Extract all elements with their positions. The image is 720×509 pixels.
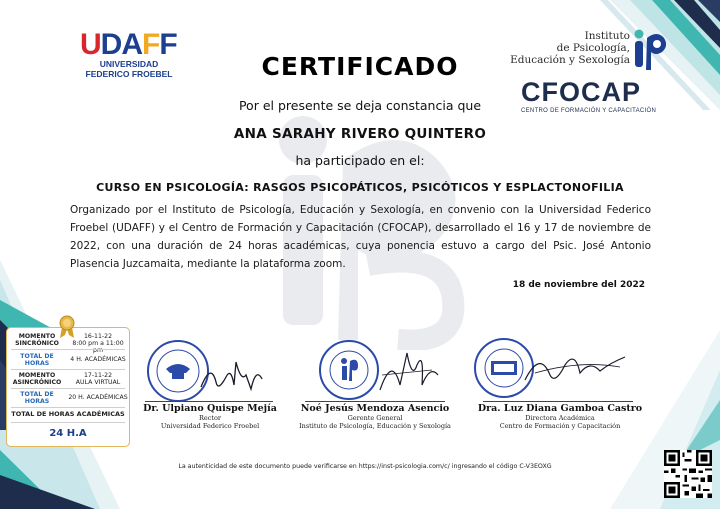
hours-row-async bbox=[7, 372, 129, 386]
hours-total-label: TOTAL DE HORAS ACADÉMICAS bbox=[11, 410, 125, 418]
signatory-institution: Universidad Federico Froebel bbox=[160, 422, 260, 430]
signatory-name: Dra. Luz Diana Gamboa Castro bbox=[477, 403, 643, 414]
hours-row-async-total bbox=[7, 391, 129, 405]
cfocap-logo-subtitle: CENTRO DE FORMACIÓN Y CAPACITACIÓN bbox=[521, 108, 657, 114]
signatory-name: Dr. Ulpiano Quispe Mejía bbox=[143, 403, 277, 414]
signatory-role: Rector bbox=[198, 414, 221, 422]
institute-logo-line-2: de Psicología, bbox=[556, 42, 630, 54]
hours-row-label: TOTAL DE HORAS bbox=[20, 353, 54, 367]
signatory-institution: Centro de Formación y Capacitación bbox=[499, 422, 621, 430]
hours-row-date: 16-11-22 bbox=[83, 333, 113, 340]
hours-row-date: 17-11-22 bbox=[83, 372, 113, 379]
signatory-name: Noé Jesús Mendoza Asencio bbox=[300, 403, 450, 414]
signature-rector bbox=[196, 357, 266, 397]
institute-seal-stamp bbox=[318, 339, 380, 401]
course-name: CURSO EN PSICOLOGÍA: RASGOS PSICOPÁTICOS, PSICÓTICOS Y ESPLACTONOFILIA bbox=[96, 181, 624, 194]
udaff-logo-subtitle-1: UNIVERSIDAD bbox=[99, 59, 159, 69]
signature-block-general-manager bbox=[290, 403, 460, 430]
institute-logo bbox=[505, 26, 675, 76]
issue-date: 18 de noviembre del 2022 bbox=[512, 280, 645, 290]
udaff-logo-subtitle-2: FEDERICO FROEBEL bbox=[85, 68, 173, 79]
hours-row-mode: AULA VIRTUAL bbox=[75, 379, 121, 386]
qr-code[interactable] bbox=[664, 450, 712, 498]
signatory-institution: Instituto de Psicología, Educación y Sexología bbox=[299, 422, 451, 430]
hours-row-value: 20 H. ACADÉMICAS bbox=[68, 394, 128, 401]
hours-row-label: TOTAL DE HORAS bbox=[20, 391, 54, 405]
cfocap-logo bbox=[521, 78, 661, 114]
recipient-name: ANA SARAHY RIVERO QUINTERO bbox=[233, 126, 487, 142]
cfocap-logo-mark: CFOCAP bbox=[521, 77, 641, 107]
institute-logo-line-3: Educación y Sexología bbox=[510, 54, 630, 66]
institute-logo-line-1: Instituto bbox=[584, 30, 630, 42]
hours-row-sync-total bbox=[7, 353, 129, 367]
verification-note: La autenticidad de este documento puede verificarse en https://inst-psicologia.com/c/ ingresando el código C-V3EOXG bbox=[178, 463, 552, 470]
signature-academic-director bbox=[520, 345, 630, 390]
participation-text: ha participado en el: bbox=[295, 153, 425, 168]
medal-icon bbox=[58, 315, 76, 339]
hours-row-label: MOMENTO SINCRÓNICO bbox=[15, 333, 59, 347]
signature-block-academic-director bbox=[470, 403, 650, 430]
udaff-logo-mark: UDAFF bbox=[80, 28, 177, 61]
signature-general-manager bbox=[372, 345, 442, 400]
hours-row-label: MOMENTO ASINCRÓNICO bbox=[12, 372, 62, 386]
signatory-role: Directora Académica bbox=[525, 414, 595, 422]
hours-row-value: 4 H. ACADÉMICAS bbox=[70, 356, 126, 363]
udaff-logo bbox=[80, 30, 190, 79]
certificate-intro: Por el presente se deja constancia que bbox=[238, 98, 482, 113]
hours-table bbox=[6, 327, 130, 447]
signature-block-rector bbox=[135, 403, 285, 430]
hours-row-time: 8:00 pm a 11:00 pm bbox=[72, 340, 124, 354]
ips-logo-icon bbox=[629, 26, 669, 74]
signatory-role: Gerente General bbox=[347, 414, 403, 422]
certificate-title: CERTIFICADO bbox=[261, 52, 459, 81]
certificate-description: Organizado por el Instituto de Psicología, Educación y Sexología, en convenio con la Universidad Federico Froebel (UDAFF) y el Centro de Formación y Capacitación (CFOCAP), desarrollado el 16 y 17 de noviembre de 2022, con una duración de 24 horas académicas, cuya ponencia estuvo a cargo del Psic. José Antonio Plasencia Juzcamaita, mediante la plataforma zoom. bbox=[70, 204, 651, 270]
hours-total-value: 24 H.A bbox=[49, 428, 87, 439]
